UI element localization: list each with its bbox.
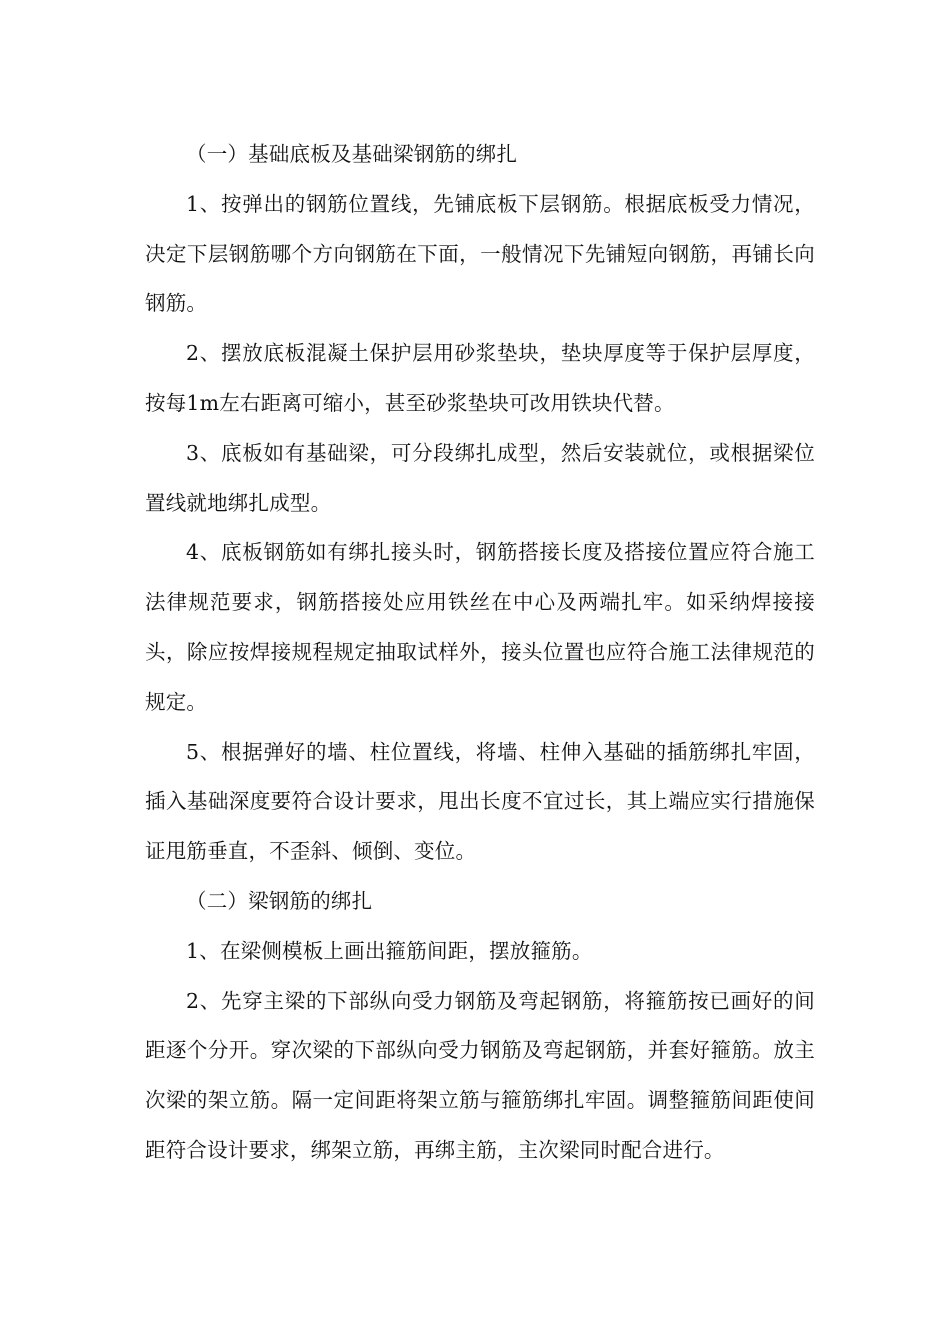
paragraph-beam-item-1: 1、在梁侧模板上画出箍筋间距，摆放箍筋。 (186, 938, 593, 963)
paragraph-item-5: 5、根据弹好的墙、柱位置线，将墙、柱伸入基础的插筋绑扎牢固，插入基础深度要符合设计要求，甩出长度不宜过长，其上端应实行措施保证甩筋垂直，不歪斜、倾倒、变位。 (145, 739, 815, 864)
paragraph-item-3: 3、底板如有基础梁，可分段绑扎成型，然后安装就位，或根据梁位置线就地绑扎成型。 (145, 440, 815, 515)
paragraph-item-4: 4、底板钢筋如有绑扎接头时，钢筋搭接长度及搭接位置应符合施工法律规范要求，钢筋搭接处应用铁丝在中心及两端扎牢。如采纳焊接接头，除应按焊接规程规定抽取试样外，接头位置也应符合施工法律规范的规定。 (145, 540, 815, 714)
document-body (145, 130, 815, 1176)
section-heading-foundation-slab: （一）基础底板及基础梁钢筋的绑扎 (186, 142, 518, 166)
section-heading-beam: （二）梁钢筋的绑扎 (186, 888, 373, 913)
paragraph-item-1: 1、按弹出的钢筋位置线，先铺底板下层钢筋。根据底板受力情况，决定下层钢筋哪个方向钢筋在下面，一般情况下先铺短向钢筋，再铺长向钢筋。 (145, 191, 815, 316)
paragraph-beam-item-2: 2、先穿主梁的下部纵向受力钢筋及弯起钢筋，将箍筋按已画好的间距逐个分开。穿次梁的下部纵向受力钢筋及弯起钢筋，并套好箍筋。放主次梁的架立筋。隔一定间距将架立筋与箍筋绑扎牢固。调整箍筋间距使间距符合设计要求，绑架立筋，再绑主筋，主次梁同时配合进行。 (145, 988, 815, 1162)
paragraph-item-2: 2、摆放底板混凝土保护层用砂浆垫块，垫块厚度等于保护层厚度，按每1m左右距离可缩小，甚至砂浆垫块可改用铁块代替。 (145, 341, 815, 415)
